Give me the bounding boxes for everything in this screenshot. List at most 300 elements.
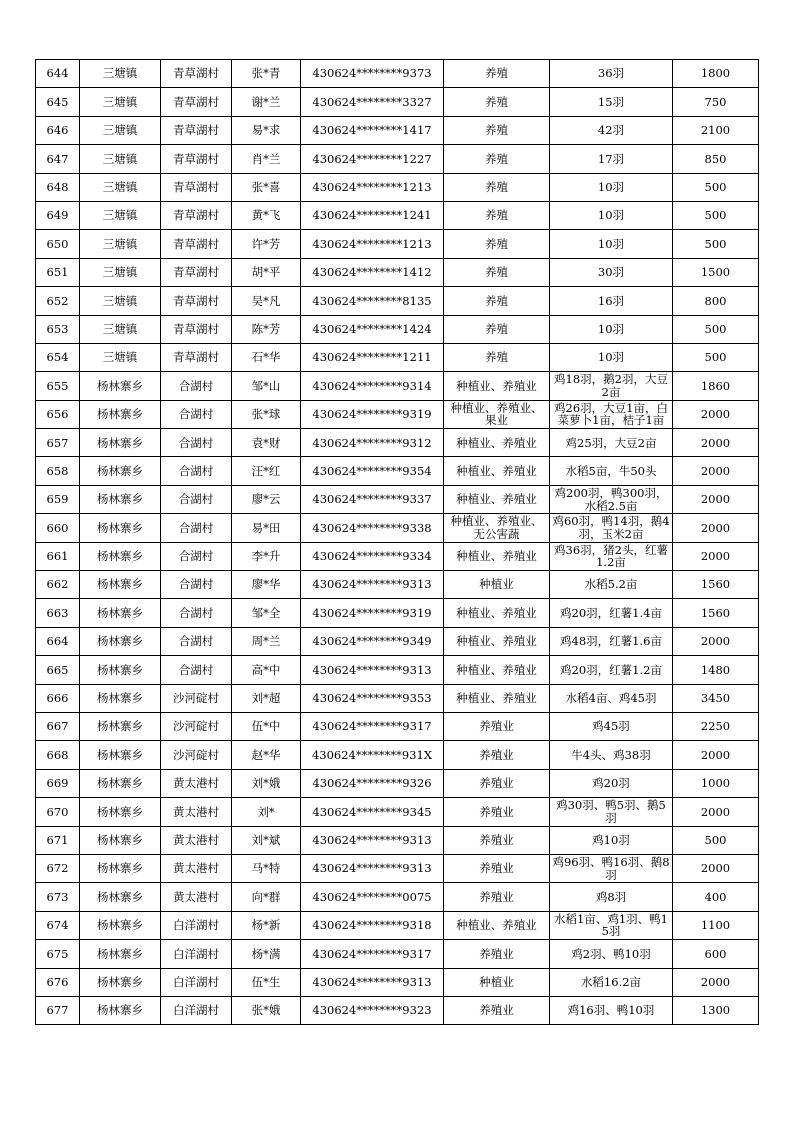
table-row [36, 400, 759, 428]
table-row [36, 996, 759, 1024]
table-row [36, 712, 759, 740]
cell-type: 种植业、养殖业 [444, 684, 550, 712]
cell-no: 657 [36, 429, 80, 457]
cell-name: 陈*芳 [232, 315, 301, 343]
cell-content: 30羽 [550, 258, 673, 286]
cell-id: 430624********1241 [301, 201, 444, 229]
cell-id: 430624********9313 [301, 854, 444, 882]
cell-name: 邹*全 [232, 599, 301, 627]
cell-id: 430624********1213 [301, 230, 444, 258]
cell-no: 660 [36, 514, 80, 542]
cell-content: 10羽 [550, 230, 673, 258]
cell-id: 430624********9312 [301, 429, 444, 457]
cell-no: 664 [36, 627, 80, 655]
cell-town: 杨林寨乡 [80, 429, 161, 457]
cell-id: 430624********9317 [301, 712, 444, 740]
cell-village: 青草湖村 [161, 201, 232, 229]
cell-content: 17羽 [550, 145, 673, 173]
cell-town: 杨林寨乡 [80, 769, 161, 797]
cell-no: 645 [36, 88, 80, 116]
cell-town: 杨林寨乡 [80, 798, 161, 826]
cell-no: 653 [36, 315, 80, 343]
table-row [36, 201, 759, 229]
cell-content: 鸡26羽，大豆1亩，白菜萝卜1亩，桔子1亩 [550, 400, 673, 428]
cell-amount: 2000 [673, 514, 759, 542]
cell-name: 马*特 [232, 854, 301, 882]
cell-amount: 500 [673, 173, 759, 201]
table-row [36, 940, 759, 968]
cell-amount: 2000 [673, 400, 759, 428]
cell-name: 邹*山 [232, 372, 301, 400]
cell-no: 644 [36, 60, 80, 88]
cell-content: 鸡36羽，猪2头，红薯1.2亩 [550, 542, 673, 570]
cell-content: 10羽 [550, 201, 673, 229]
cell-village: 青草湖村 [161, 343, 232, 371]
cell-id: 430624********9313 [301, 571, 444, 599]
cell-name: 廖*云 [232, 485, 301, 513]
cell-no: 658 [36, 457, 80, 485]
cell-id: 430624********1424 [301, 315, 444, 343]
cell-town: 三塘镇 [80, 145, 161, 173]
cell-content: 牛4头、鸡38羽 [550, 741, 673, 769]
cell-content: 鸡30羽、鸭5羽、鹅5羽 [550, 798, 673, 826]
table-row [36, 315, 759, 343]
table-row [36, 60, 759, 88]
table-row [36, 343, 759, 371]
cell-village: 黄太港村 [161, 798, 232, 826]
cell-no: 676 [36, 968, 80, 996]
cell-amount: 2000 [673, 741, 759, 769]
table-row [36, 116, 759, 144]
cell-content: 15羽 [550, 88, 673, 116]
cell-village: 青草湖村 [161, 287, 232, 315]
cell-name: 张*喜 [232, 173, 301, 201]
cell-id: 430624********9354 [301, 457, 444, 485]
cell-id: 430624********9319 [301, 400, 444, 428]
cell-id: 430624********9317 [301, 940, 444, 968]
cell-village: 黄太港村 [161, 854, 232, 882]
cell-name: 许*芳 [232, 230, 301, 258]
cell-name: 肖*兰 [232, 145, 301, 173]
cell-name: 刘*超 [232, 684, 301, 712]
cell-name: 吴*凡 [232, 287, 301, 315]
cell-village: 白洋湖村 [161, 996, 232, 1024]
cell-amount: 2000 [673, 854, 759, 882]
cell-village: 沙河碇村 [161, 741, 232, 769]
cell-name: 赵*华 [232, 741, 301, 769]
cell-id: 430624********1211 [301, 343, 444, 371]
subsidy-table [35, 59, 759, 1025]
cell-village: 青草湖村 [161, 145, 232, 173]
cell-village: 合湖村 [161, 542, 232, 570]
cell-id: 430624********9313 [301, 656, 444, 684]
cell-village: 合湖村 [161, 599, 232, 627]
cell-town: 杨林寨乡 [80, 940, 161, 968]
cell-amount: 2000 [673, 968, 759, 996]
cell-id: 430624********9313 [301, 968, 444, 996]
cell-town: 杨林寨乡 [80, 684, 161, 712]
cell-no: 665 [36, 656, 80, 684]
cell-content: 鸡25羽，大豆2亩 [550, 429, 673, 457]
cell-town: 三塘镇 [80, 230, 161, 258]
cell-type: 种植业、养殖业 [444, 429, 550, 457]
cell-type: 种植业、养殖业 [444, 372, 550, 400]
cell-type: 种植业、养殖业、果业 [444, 400, 550, 428]
cell-type: 种植业、养殖业 [444, 542, 550, 570]
cell-no: 652 [36, 287, 80, 315]
cell-type: 种植业、养殖业 [444, 656, 550, 684]
cell-town: 杨林寨乡 [80, 485, 161, 513]
cell-name: 汪*红 [232, 457, 301, 485]
cell-amount: 850 [673, 145, 759, 173]
cell-id: 430624********931X [301, 741, 444, 769]
cell-town: 杨林寨乡 [80, 372, 161, 400]
cell-id: 430624********9318 [301, 911, 444, 939]
cell-village: 青草湖村 [161, 88, 232, 116]
cell-village: 合湖村 [161, 400, 232, 428]
cell-type: 养殖 [444, 173, 550, 201]
cell-no: 654 [36, 343, 80, 371]
cell-town: 三塘镇 [80, 315, 161, 343]
cell-village: 青草湖村 [161, 315, 232, 343]
cell-type: 养殖 [444, 116, 550, 144]
cell-town: 杨林寨乡 [80, 400, 161, 428]
cell-no: 668 [36, 741, 80, 769]
cell-content: 10羽 [550, 315, 673, 343]
cell-id: 430624********9314 [301, 372, 444, 400]
cell-id: 430624********1227 [301, 145, 444, 173]
cell-village: 沙河碇村 [161, 712, 232, 740]
cell-no: 674 [36, 911, 80, 939]
cell-id: 430624********8135 [301, 287, 444, 315]
cell-content: 鸡8羽 [550, 883, 673, 911]
cell-name: 杨*新 [232, 911, 301, 939]
cell-type: 养殖 [444, 145, 550, 173]
cell-no: 666 [36, 684, 80, 712]
table-row [36, 741, 759, 769]
table-row [36, 457, 759, 485]
cell-amount: 2000 [673, 485, 759, 513]
cell-village: 青草湖村 [161, 116, 232, 144]
cell-amount: 1300 [673, 996, 759, 1024]
cell-type: 养殖 [444, 343, 550, 371]
table-row [36, 911, 759, 939]
cell-content: 10羽 [550, 343, 673, 371]
cell-content: 鸡20羽，红薯1.2亩 [550, 656, 673, 684]
cell-amount: 600 [673, 940, 759, 968]
cell-amount: 2100 [673, 116, 759, 144]
cell-village: 合湖村 [161, 571, 232, 599]
cell-village: 合湖村 [161, 457, 232, 485]
cell-amount: 2000 [673, 542, 759, 570]
cell-id: 430624********9323 [301, 996, 444, 1024]
cell-id: 430624********9373 [301, 60, 444, 88]
cell-id: 430624********1213 [301, 173, 444, 201]
cell-amount: 750 [673, 88, 759, 116]
cell-amount: 2000 [673, 627, 759, 655]
cell-town: 杨林寨乡 [80, 457, 161, 485]
cell-content: 水稻16.2亩 [550, 968, 673, 996]
cell-town: 杨林寨乡 [80, 571, 161, 599]
cell-id: 430624********0075 [301, 883, 444, 911]
cell-village: 黄太港村 [161, 826, 232, 854]
cell-no: 656 [36, 400, 80, 428]
cell-name: 胡*平 [232, 258, 301, 286]
table-row [36, 656, 759, 684]
cell-amount: 500 [673, 201, 759, 229]
cell-type: 养殖 [444, 60, 550, 88]
cell-type: 种植业 [444, 968, 550, 996]
cell-id: 430624********9349 [301, 627, 444, 655]
table-row [36, 684, 759, 712]
cell-village: 青草湖村 [161, 173, 232, 201]
cell-no: 670 [36, 798, 80, 826]
cell-amount: 2000 [673, 798, 759, 826]
cell-amount: 500 [673, 826, 759, 854]
cell-content: 鸡45羽 [550, 712, 673, 740]
cell-no: 647 [36, 145, 80, 173]
cell-name: 杨*满 [232, 940, 301, 968]
cell-type: 养殖 [444, 230, 550, 258]
cell-content: 鸡200羽，鸭300羽，水稻2.5亩 [550, 485, 673, 513]
table-row [36, 514, 759, 542]
cell-village: 青草湖村 [161, 258, 232, 286]
cell-name: 高*中 [232, 656, 301, 684]
cell-type: 种植业、养殖业 [444, 911, 550, 939]
cell-village: 白洋湖村 [161, 911, 232, 939]
cell-name: 易*田 [232, 514, 301, 542]
cell-name: 李*升 [232, 542, 301, 570]
cell-name: 张*青 [232, 60, 301, 88]
cell-type: 养殖业 [444, 769, 550, 797]
cell-town: 杨林寨乡 [80, 911, 161, 939]
cell-no: 662 [36, 571, 80, 599]
cell-type: 养殖 [444, 315, 550, 343]
cell-town: 杨林寨乡 [80, 883, 161, 911]
cell-name: 易*求 [232, 116, 301, 144]
cell-town: 三塘镇 [80, 60, 161, 88]
cell-no: 646 [36, 116, 80, 144]
cell-amount: 2000 [673, 457, 759, 485]
cell-content: 水稻4亩、鸡45羽 [550, 684, 673, 712]
cell-type: 种植业 [444, 571, 550, 599]
cell-id: 430624********9337 [301, 485, 444, 513]
cell-town: 杨林寨乡 [80, 854, 161, 882]
table-row [36, 145, 759, 173]
cell-amount: 1800 [673, 60, 759, 88]
cell-amount: 2000 [673, 429, 759, 457]
cell-village: 青草湖村 [161, 230, 232, 258]
cell-town: 三塘镇 [80, 343, 161, 371]
cell-no: 649 [36, 201, 80, 229]
cell-no: 648 [36, 173, 80, 201]
cell-town: 杨林寨乡 [80, 514, 161, 542]
table-row [36, 485, 759, 513]
cell-village: 黄太港村 [161, 769, 232, 797]
cell-content: 鸡48羽，红薯1.6亩 [550, 627, 673, 655]
cell-town: 三塘镇 [80, 88, 161, 116]
cell-village: 白洋湖村 [161, 968, 232, 996]
cell-id: 430624********9313 [301, 826, 444, 854]
cell-town: 三塘镇 [80, 201, 161, 229]
cell-name: 周*兰 [232, 627, 301, 655]
cell-content: 16羽 [550, 287, 673, 315]
cell-id: 430624********1417 [301, 116, 444, 144]
cell-no: 673 [36, 883, 80, 911]
cell-content: 鸡2羽、鸭10羽 [550, 940, 673, 968]
cell-type: 养殖业 [444, 883, 550, 911]
cell-village: 白洋湖村 [161, 940, 232, 968]
cell-amount: 500 [673, 343, 759, 371]
cell-name: 张*球 [232, 400, 301, 428]
cell-type: 养殖业 [444, 741, 550, 769]
cell-amount: 1560 [673, 571, 759, 599]
table-row [36, 287, 759, 315]
cell-content: 水稻5亩，牛50头 [550, 457, 673, 485]
cell-name: 黄*飞 [232, 201, 301, 229]
cell-content: 鸡20羽，红薯1.4亩 [550, 599, 673, 627]
cell-content: 鸡60羽，鸭14羽，鹅4羽，玉米2亩 [550, 514, 673, 542]
cell-no: 655 [36, 372, 80, 400]
cell-amount: 1860 [673, 372, 759, 400]
cell-type: 种植业、养殖业 [444, 599, 550, 627]
cell-town: 三塘镇 [80, 116, 161, 144]
cell-name: 刘*娥 [232, 769, 301, 797]
cell-amount: 500 [673, 315, 759, 343]
cell-no: 661 [36, 542, 80, 570]
cell-content: 36羽 [550, 60, 673, 88]
cell-type: 养殖业 [444, 940, 550, 968]
cell-type: 养殖业 [444, 798, 550, 826]
cell-amount: 1560 [673, 599, 759, 627]
table-row [36, 88, 759, 116]
cell-village: 合湖村 [161, 429, 232, 457]
table-row [36, 627, 759, 655]
cell-village: 黄太港村 [161, 883, 232, 911]
cell-amount: 400 [673, 883, 759, 911]
cell-id: 430624********3327 [301, 88, 444, 116]
table-row [36, 798, 759, 826]
table-row [36, 883, 759, 911]
cell-name: 谢*兰 [232, 88, 301, 116]
table-row [36, 258, 759, 286]
cell-no: 672 [36, 854, 80, 882]
cell-type: 养殖 [444, 258, 550, 286]
cell-id: 430624********9326 [301, 769, 444, 797]
cell-town: 三塘镇 [80, 287, 161, 315]
table-row [36, 599, 759, 627]
cell-no: 669 [36, 769, 80, 797]
cell-town: 杨林寨乡 [80, 656, 161, 684]
cell-type: 养殖业 [444, 712, 550, 740]
cell-content: 10羽 [550, 173, 673, 201]
cell-type: 种植业、养殖业 [444, 485, 550, 513]
cell-no: 651 [36, 258, 80, 286]
cell-no: 671 [36, 826, 80, 854]
cell-id: 430624********9334 [301, 542, 444, 570]
cell-content: 鸡16羽、鸭10羽 [550, 996, 673, 1024]
cell-name: 刘*斌 [232, 826, 301, 854]
cell-town: 杨林寨乡 [80, 712, 161, 740]
cell-content: 鸡10羽 [550, 826, 673, 854]
cell-content: 水稻1亩、鸡1羽、鸭15羽 [550, 911, 673, 939]
cell-type: 养殖业 [444, 996, 550, 1024]
cell-id: 430624********1412 [301, 258, 444, 286]
cell-town: 杨林寨乡 [80, 996, 161, 1024]
cell-no: 677 [36, 996, 80, 1024]
cell-town: 杨林寨乡 [80, 599, 161, 627]
table-row [36, 968, 759, 996]
cell-town: 杨林寨乡 [80, 826, 161, 854]
cell-type: 养殖业 [444, 854, 550, 882]
cell-village: 合湖村 [161, 514, 232, 542]
cell-town: 杨林寨乡 [80, 627, 161, 655]
cell-no: 650 [36, 230, 80, 258]
cell-id: 430624********9353 [301, 684, 444, 712]
cell-name: 伍*生 [232, 968, 301, 996]
cell-village: 合湖村 [161, 372, 232, 400]
cell-town: 杨林寨乡 [80, 741, 161, 769]
cell-no: 659 [36, 485, 80, 513]
cell-content: 42羽 [550, 116, 673, 144]
cell-amount: 1500 [673, 258, 759, 286]
cell-id: 430624********9319 [301, 599, 444, 627]
cell-content: 水稻5.2亩 [550, 571, 673, 599]
cell-type: 种植业、养殖业 [444, 457, 550, 485]
cell-content: 鸡18羽，鹅2羽，大豆2亩 [550, 372, 673, 400]
cell-type: 养殖业 [444, 826, 550, 854]
cell-type: 养殖 [444, 201, 550, 229]
cell-type: 种植业、养殖业、无公害蔬 [444, 514, 550, 542]
cell-name: 廖*华 [232, 571, 301, 599]
cell-name: 袁*财 [232, 429, 301, 457]
cell-content: 鸡20羽 [550, 769, 673, 797]
cell-village: 青草湖村 [161, 60, 232, 88]
table-row [36, 230, 759, 258]
cell-amount: 3450 [673, 684, 759, 712]
cell-village: 合湖村 [161, 485, 232, 513]
cell-name: 石*华 [232, 343, 301, 371]
cell-name: 刘* [232, 798, 301, 826]
cell-amount: 1100 [673, 911, 759, 939]
cell-no: 675 [36, 940, 80, 968]
cell-village: 沙河碇村 [161, 684, 232, 712]
table-row [36, 571, 759, 599]
cell-town: 杨林寨乡 [80, 968, 161, 996]
table-row [36, 769, 759, 797]
table-row [36, 854, 759, 882]
cell-type: 养殖 [444, 287, 550, 315]
cell-village: 合湖村 [161, 627, 232, 655]
table-row [36, 372, 759, 400]
cell-amount: 800 [673, 287, 759, 315]
cell-id: 430624********9345 [301, 798, 444, 826]
cell-town: 三塘镇 [80, 258, 161, 286]
cell-name: 向*群 [232, 883, 301, 911]
cell-village: 合湖村 [161, 656, 232, 684]
table-row [36, 826, 759, 854]
cell-amount: 500 [673, 230, 759, 258]
cell-amount: 1000 [673, 769, 759, 797]
table-row [36, 542, 759, 570]
cell-amount: 1480 [673, 656, 759, 684]
cell-no: 663 [36, 599, 80, 627]
cell-amount: 2250 [673, 712, 759, 740]
cell-type: 种植业、养殖业 [444, 627, 550, 655]
cell-type: 养殖 [444, 88, 550, 116]
cell-town: 杨林寨乡 [80, 542, 161, 570]
cell-name: 张*娥 [232, 996, 301, 1024]
